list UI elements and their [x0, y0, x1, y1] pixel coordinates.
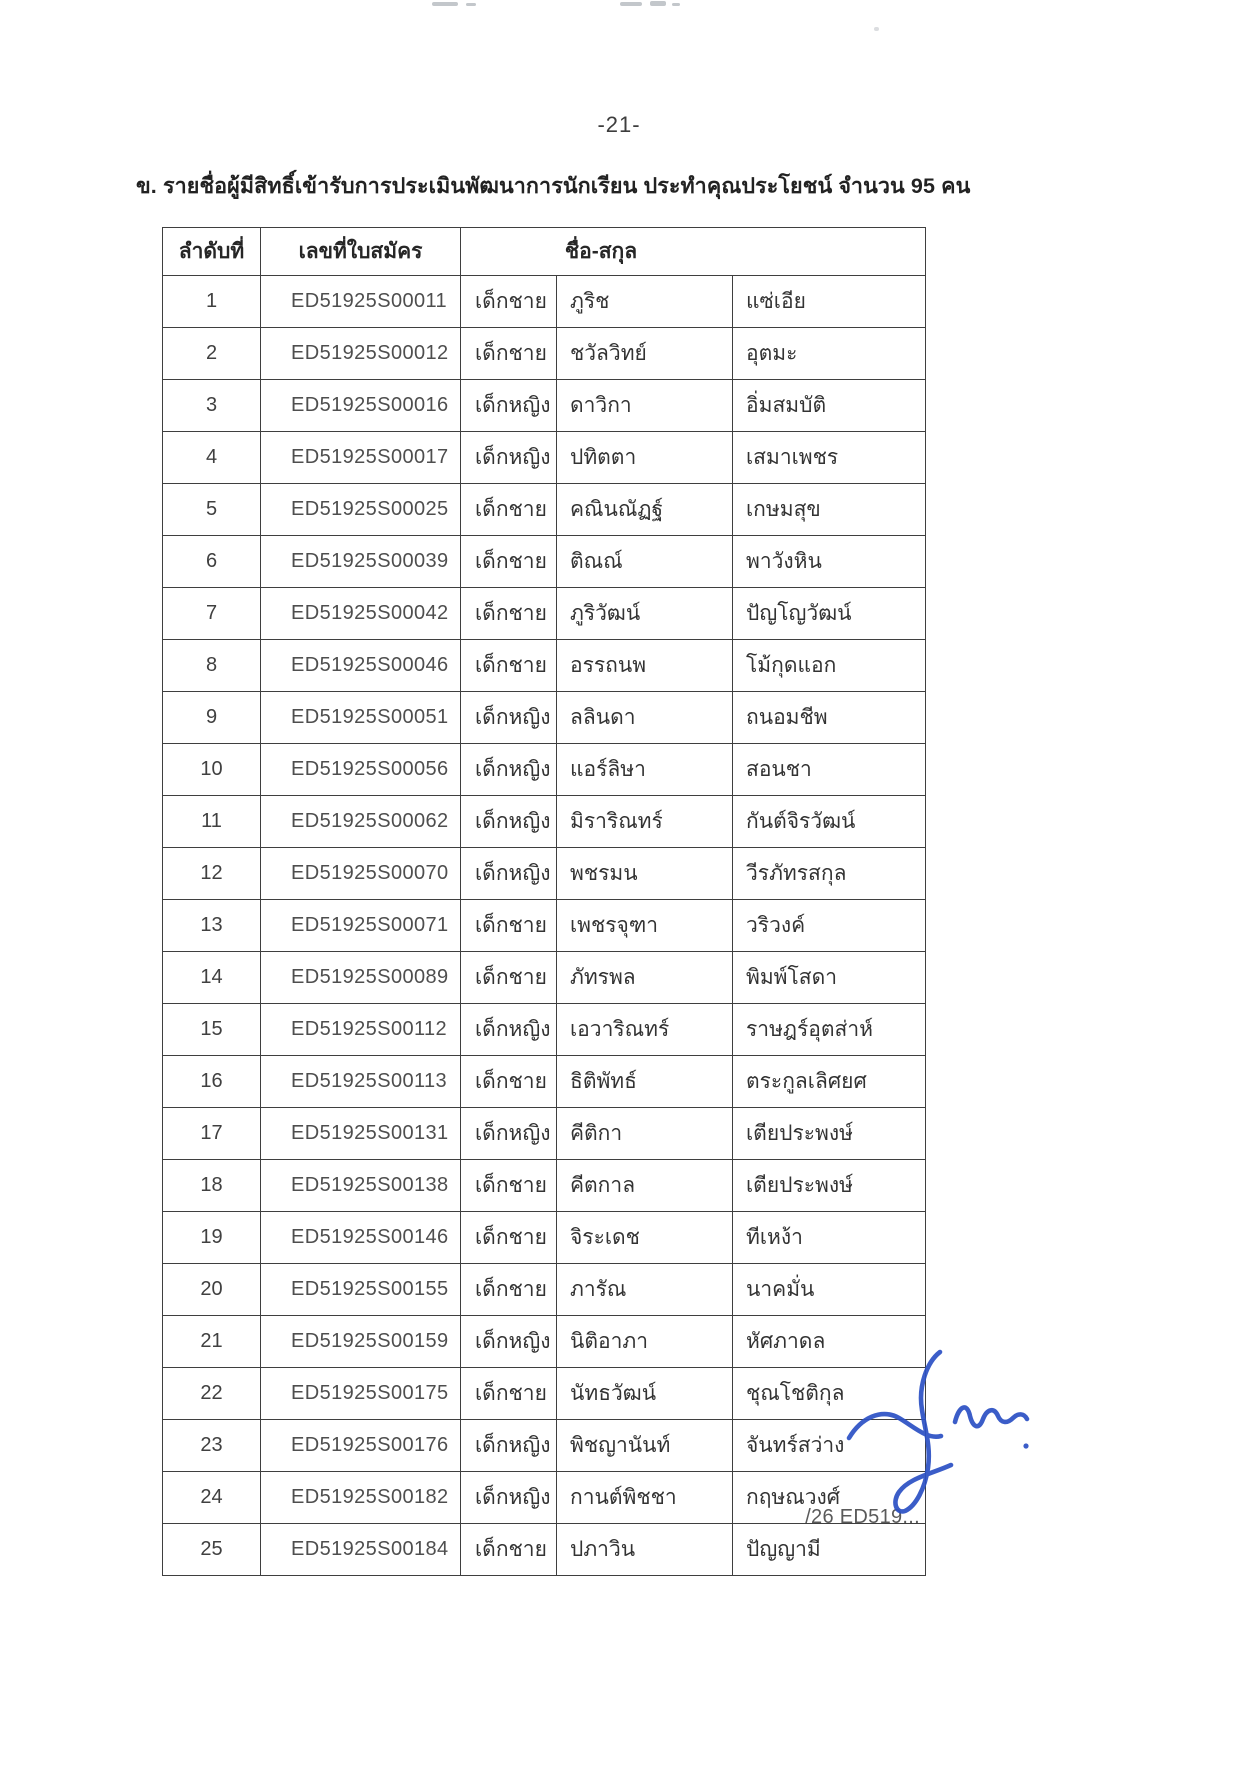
name-title: เด็กชาย	[461, 1264, 557, 1316]
application-number: ED51925S00155	[261, 1264, 461, 1316]
first-name: ภูริวัฒน์	[557, 588, 733, 640]
name-title: เด็กหญิง	[461, 744, 557, 796]
last-name: ทีเหง้า	[733, 1212, 926, 1264]
name-title: เด็กชาย	[461, 588, 557, 640]
application-number: ED51925S00182	[261, 1472, 461, 1524]
scan-artifact	[432, 2, 458, 6]
name-title: เด็กหญิง	[461, 1420, 557, 1472]
first-name: เอวาริณทร์	[557, 1004, 733, 1056]
table-row	[163, 744, 926, 796]
application-number: ED51925S00113	[261, 1056, 461, 1108]
row-number: 22	[163, 1368, 261, 1420]
last-name: วริวงค์	[733, 900, 926, 952]
first-name: อรรถนพ	[557, 640, 733, 692]
name-title: เด็กหญิง	[461, 432, 557, 484]
table-row	[163, 484, 926, 536]
row-number: 8	[163, 640, 261, 692]
footer-continuation-text: /26 ED519...	[805, 1506, 920, 1528]
row-number: 9	[163, 692, 261, 744]
application-number: ED51925S00112	[261, 1004, 461, 1056]
first-name: กานต์พิชชา	[557, 1472, 733, 1524]
name-title: เด็กชาย	[461, 1160, 557, 1212]
name-title: เด็กหญิง	[461, 1108, 557, 1160]
row-number: 14	[163, 952, 261, 1004]
row-number: 17	[163, 1108, 261, 1160]
name-title: เด็กหญิง	[461, 1316, 557, 1368]
first-name: นัทธวัฒน์	[557, 1368, 733, 1420]
table-row	[163, 432, 926, 484]
application-number: ED51925S00051	[261, 692, 461, 744]
table-row	[163, 848, 926, 900]
table-row	[163, 1004, 926, 1056]
first-name: ลลินดา	[557, 692, 733, 744]
row-number: 19	[163, 1212, 261, 1264]
last-name: หัศภาดล	[733, 1316, 926, 1368]
name-title: เด็กหญิง	[461, 380, 557, 432]
name-title: เด็กชาย	[461, 276, 557, 328]
table-row	[163, 328, 926, 380]
last-name: อิ่มสมบัติ	[733, 380, 926, 432]
document-title: ข. รายชื่อผู้มีสิทธิ์เข้ารับการประเมินพัฒนาการนักเรียน ประทำคุณประโยชน์ จำนวน 95 คน	[136, 174, 971, 198]
row-number: 2	[163, 328, 261, 380]
first-name: ชวัลวิทย์	[557, 328, 733, 380]
row-number: 20	[163, 1264, 261, 1316]
row-number: 25	[163, 1524, 261, 1576]
table-row	[163, 900, 926, 952]
name-title: เด็กหญิง	[461, 1472, 557, 1524]
first-name: ธิติพัทธ์	[557, 1056, 733, 1108]
first-name: ภูริช	[557, 276, 733, 328]
scan-artifact	[620, 2, 642, 6]
first-name: ปภาวิน	[557, 1524, 733, 1576]
last-name: เตียประพงษ์	[733, 1108, 926, 1160]
name-title: เด็กชาย	[461, 1368, 557, 1420]
application-number: ED51925S00062	[261, 796, 461, 848]
name-title: เด็กชาย	[461, 952, 557, 1004]
table-header-row	[163, 228, 926, 276]
table-row	[163, 1108, 926, 1160]
table-row	[163, 952, 926, 1004]
name-title: เด็กชาย	[461, 536, 557, 588]
table-body	[163, 276, 926, 1576]
last-name: พิมพ์โสดา	[733, 952, 926, 1004]
scan-artifact	[466, 3, 476, 6]
last-name: โม้กุดแอก	[733, 640, 926, 692]
row-number: 13	[163, 900, 261, 952]
last-name: ราษฎร์อุตส่าห์	[733, 1004, 926, 1056]
table-row	[163, 1212, 926, 1264]
table-row	[163, 1316, 926, 1368]
application-number: ED51925S00138	[261, 1160, 461, 1212]
last-name: ปัญญามี	[733, 1524, 926, 1576]
last-name: จันทร์สว่าง	[733, 1420, 926, 1472]
scan-artifact	[650, 1, 666, 6]
first-name: มิราริณทร์	[557, 796, 733, 848]
application-number: ED51925S00011	[261, 276, 461, 328]
table-row	[163, 1368, 926, 1420]
row-number: 16	[163, 1056, 261, 1108]
application-number: ED51925S00146	[261, 1212, 461, 1264]
name-title: เด็กชาย	[461, 900, 557, 952]
application-number: ED51925S00025	[261, 484, 461, 536]
first-name: จิระเดช	[557, 1212, 733, 1264]
first-name: ดาวิกา	[557, 380, 733, 432]
row-number: 23	[163, 1420, 261, 1472]
last-name: กันต์จิรวัฒน์	[733, 796, 926, 848]
first-name: นิติอาภา	[557, 1316, 733, 1368]
application-number: ED51925S00071	[261, 900, 461, 952]
row-number: 5	[163, 484, 261, 536]
applicant-table-wrap	[162, 227, 926, 1576]
last-name: สอนชา	[733, 744, 926, 796]
application-number: ED51925S00184	[261, 1524, 461, 1576]
name-title: เด็กชาย	[461, 1212, 557, 1264]
name-title: เด็กชาย	[461, 1524, 557, 1576]
name-title: เด็กหญิง	[461, 848, 557, 900]
row-number: 15	[163, 1004, 261, 1056]
scan-artifact	[874, 27, 879, 31]
first-name: ติณณ์	[557, 536, 733, 588]
scan-artifact	[672, 3, 680, 6]
application-number: ED51925S00016	[261, 380, 461, 432]
first-name: คีตกาล	[557, 1160, 733, 1212]
table-row	[163, 796, 926, 848]
first-name: คณินณัฏฐ์	[557, 484, 733, 536]
application-number: ED51925S00056	[261, 744, 461, 796]
application-number: ED51925S00089	[261, 952, 461, 1004]
name-title: เด็กหญิง	[461, 1004, 557, 1056]
row-number: 4	[163, 432, 261, 484]
first-name: ปทิตตา	[557, 432, 733, 484]
first-name: เพชรจุฑา	[557, 900, 733, 952]
application-number: ED51925S00012	[261, 328, 461, 380]
first-name: คีติกา	[557, 1108, 733, 1160]
applicant-table	[162, 227, 926, 1576]
last-name: กฤษณวงศ์	[733, 1472, 926, 1524]
application-number: ED51925S00017	[261, 432, 461, 484]
row-number: 6	[163, 536, 261, 588]
table-row	[163, 692, 926, 744]
last-name: วีรภัทรสกุล	[733, 848, 926, 900]
header-application-no: เลขที่ใบสมัคร	[261, 228, 461, 276]
header-no: ลำดับที่	[163, 228, 261, 276]
table-row	[163, 1160, 926, 1212]
table-row	[163, 588, 926, 640]
row-number: 7	[163, 588, 261, 640]
last-name: เกษมสุข	[733, 484, 926, 536]
row-number: 21	[163, 1316, 261, 1368]
last-name: ชุณโชติกุล	[733, 1368, 926, 1420]
application-number: ED51925S00176	[261, 1420, 461, 1472]
table-row	[163, 380, 926, 432]
first-name: แอร์ลิษา	[557, 744, 733, 796]
first-name: ภารัณ	[557, 1264, 733, 1316]
table-row	[163, 536, 926, 588]
table-row	[163, 1056, 926, 1108]
application-number: ED51925S00131	[261, 1108, 461, 1160]
last-name: ตระกูลเลิศยศ	[733, 1056, 926, 1108]
row-number: 12	[163, 848, 261, 900]
name-title: เด็กชาย	[461, 1056, 557, 1108]
application-number: ED51925S00175	[261, 1368, 461, 1420]
row-number: 1	[163, 276, 261, 328]
last-name: เสมาเพชร	[733, 432, 926, 484]
application-number: ED51925S00070	[261, 848, 461, 900]
first-name: พิชญานันท์	[557, 1420, 733, 1472]
page-number: -21-	[597, 112, 641, 137]
last-name: แซ่เอีย	[733, 276, 926, 328]
last-name: พาวังหิน	[733, 536, 926, 588]
application-number: ED51925S00046	[261, 640, 461, 692]
name-title: เด็กชาย	[461, 328, 557, 380]
last-name: อุตมะ	[733, 328, 926, 380]
application-number: ED51925S00039	[261, 536, 461, 588]
last-name: เตียประพงษ์	[733, 1160, 926, 1212]
header-name: ชื่อ-สกุล	[461, 228, 926, 276]
application-number: ED51925S00042	[261, 588, 461, 640]
table-row	[163, 276, 926, 328]
last-name: ปัญโญวัฒน์	[733, 588, 926, 640]
table-row	[163, 640, 926, 692]
row-number: 11	[163, 796, 261, 848]
table-row	[163, 1264, 926, 1316]
table-row	[163, 1420, 926, 1472]
first-name: พชรมน	[557, 848, 733, 900]
name-title: เด็กชาย	[461, 484, 557, 536]
name-title: เด็กหญิง	[461, 692, 557, 744]
row-number: 18	[163, 1160, 261, 1212]
last-name: ถนอมชีพ	[733, 692, 926, 744]
table-row	[163, 1524, 926, 1576]
row-number: 24	[163, 1472, 261, 1524]
name-title: เด็กหญิง	[461, 796, 557, 848]
row-number: 10	[163, 744, 261, 796]
name-title: เด็กชาย	[461, 640, 557, 692]
application-number: ED51925S00159	[261, 1316, 461, 1368]
row-number: 3	[163, 380, 261, 432]
last-name: นาคมั่น	[733, 1264, 926, 1316]
first-name: ภัทรพล	[557, 952, 733, 1004]
